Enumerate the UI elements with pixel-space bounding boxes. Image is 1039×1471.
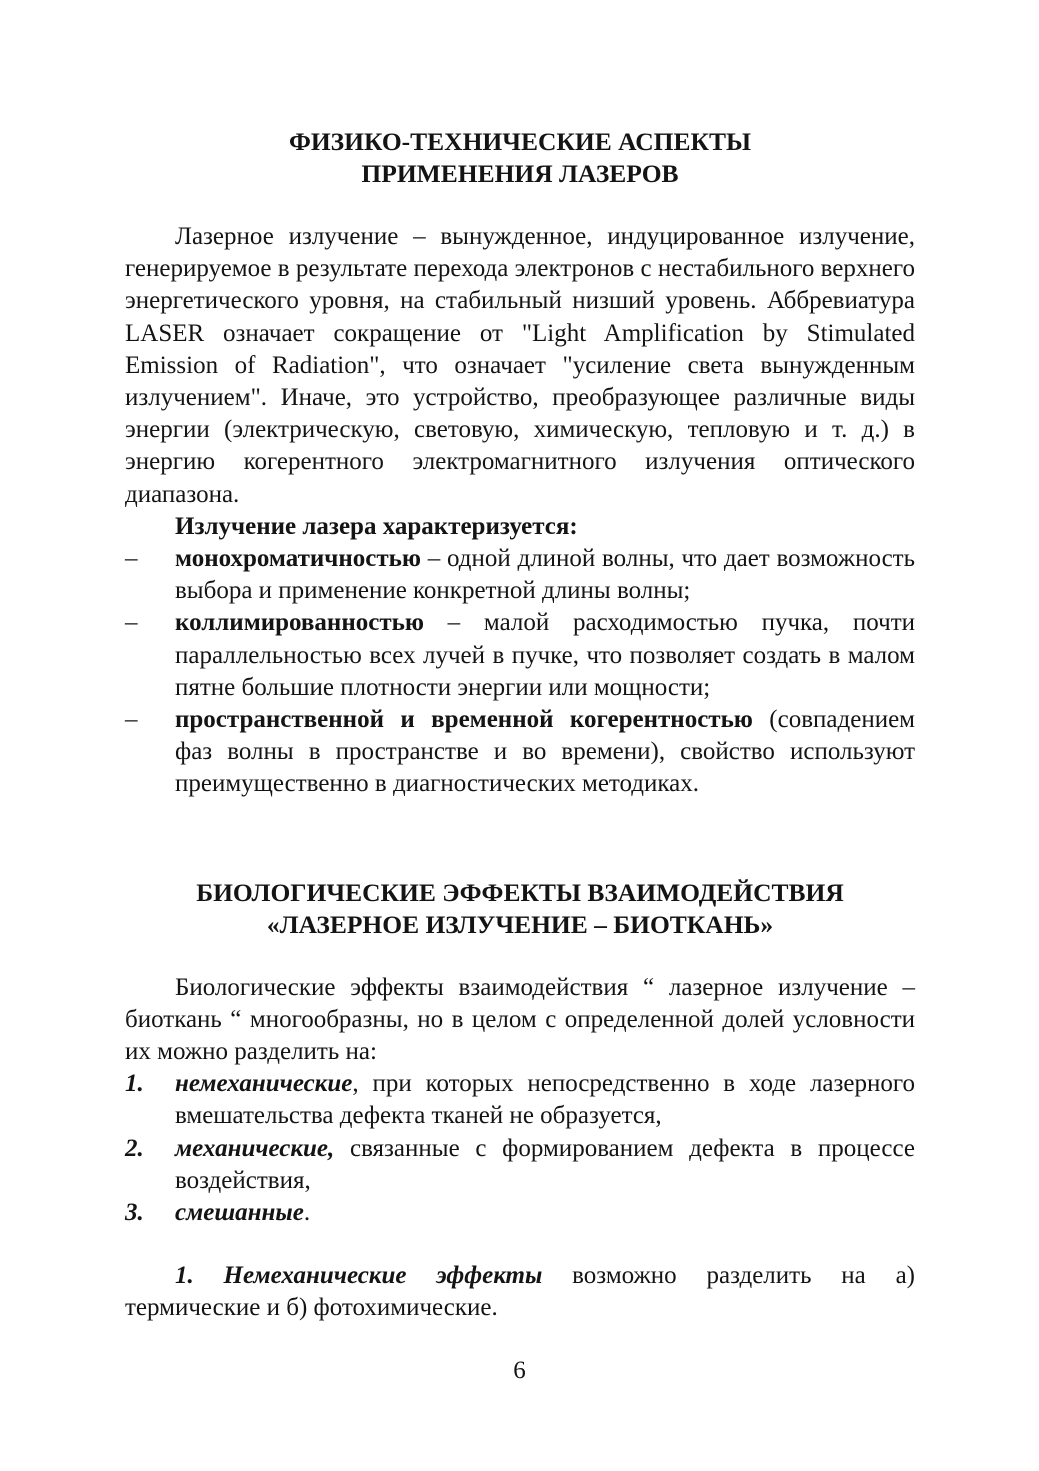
list-item bbox=[125, 1068, 915, 1132]
dash-marker: – bbox=[125, 545, 138, 573]
title-line: ПРИМЕНЕНИЯ ЛАЗЕРОВ bbox=[361, 159, 679, 188]
section-title-physics bbox=[125, 126, 915, 190]
list-item bbox=[125, 607, 915, 704]
effects-paragraph: Биологические эффекты взаимодействия “ лазерное излучение – биоткань “ многообразны, но в целом с определенной долей условности их можно разделить на: bbox=[125, 973, 915, 1066]
item-text: . bbox=[303, 1199, 311, 1227]
page-number: 6 bbox=[513, 1357, 526, 1384]
dash-marker: – bbox=[125, 706, 138, 734]
title-line: ФИЗИКО-ТЕХНИЧЕСКИЕ АСПЕКТЫ bbox=[288, 127, 752, 156]
item-text: – одной длиной волны, что дает возможность выбора и применение конкретной длины волны; bbox=[175, 545, 915, 605]
characteristics-subheading: Излучение лазера характеризуется: bbox=[175, 512, 578, 540]
term-collimation: коллимированностью bbox=[175, 609, 424, 637]
nonmechanical-paragraph bbox=[125, 1260, 915, 1324]
item-text: , при которых непосредственно в ходе лазерного вмешательства дефекта тканей не образуется, bbox=[175, 1070, 915, 1130]
term-nonmechanical: немеханические bbox=[175, 1070, 353, 1098]
number-marker: 3. bbox=[125, 1199, 144, 1227]
effects-list bbox=[125, 1068, 915, 1229]
number-marker: 1. bbox=[125, 1070, 144, 1098]
list-item bbox=[125, 1197, 915, 1229]
item-text: связанные с формированием дефекта в процессе воздействия, bbox=[175, 1134, 915, 1194]
characteristics-list bbox=[125, 543, 915, 801]
term-mechanical: механические, bbox=[175, 1134, 335, 1162]
list-item bbox=[125, 704, 915, 801]
list-item bbox=[125, 1133, 915, 1197]
title-line: БИОЛОГИЧЕСКИЕ ЭФФЕКТЫ ВЗАИМОДЕЙСТВИЯ bbox=[196, 877, 844, 907]
intro-paragraph: Лазерное излучение – вынужденное, индуцированное излучение, генерируемое в результате перехода электронов с нестабильного верхнего энергетического уровня, на стабильный низший уровень. Аббревиатура LASER означает сокращение от "Light Amplification by Stimulated Emission of Radiation", что означает "усиление света вынужденным излучением". Иначе, это устройство, преобразующее различные виды энергии (электрическую, световую, химическую, тепловую и т. д.) в энергию когерентного электромагнитного излучения оптического диапазона. bbox=[125, 223, 915, 508]
number-marker: 2. bbox=[125, 1134, 144, 1162]
item-text: (совпадением фаз волны в пространстве и во времени), свойство используют преимущественно в диагностических методиках. bbox=[175, 706, 915, 798]
title-line: «ЛАЗЕРНОЕ ИЗЛУЧЕНИЕ – БИОТКАНЬ» bbox=[266, 909, 774, 939]
list-item bbox=[125, 543, 915, 607]
term-coherence: пространственной и временной когерентностью bbox=[175, 706, 753, 734]
nonmechanical-heading: 1. Немеханические эффекты bbox=[175, 1262, 543, 1290]
term-mixed: смешанные bbox=[175, 1199, 304, 1227]
dash-marker: – bbox=[125, 609, 138, 637]
section-title-biology bbox=[125, 877, 915, 941]
paragraph-text: возможно разделить на а) термические и б) фотохимические. bbox=[125, 1262, 915, 1322]
term-monochromaticity: монохроматичностью bbox=[175, 545, 422, 573]
page-content bbox=[125, 120, 915, 1325]
item-text: – малой расходимостью пучка, почти параллельностью всех лучей в пучке, что позволяет создать в малом пятне большие плотности энергии или мощности; bbox=[175, 609, 915, 701]
